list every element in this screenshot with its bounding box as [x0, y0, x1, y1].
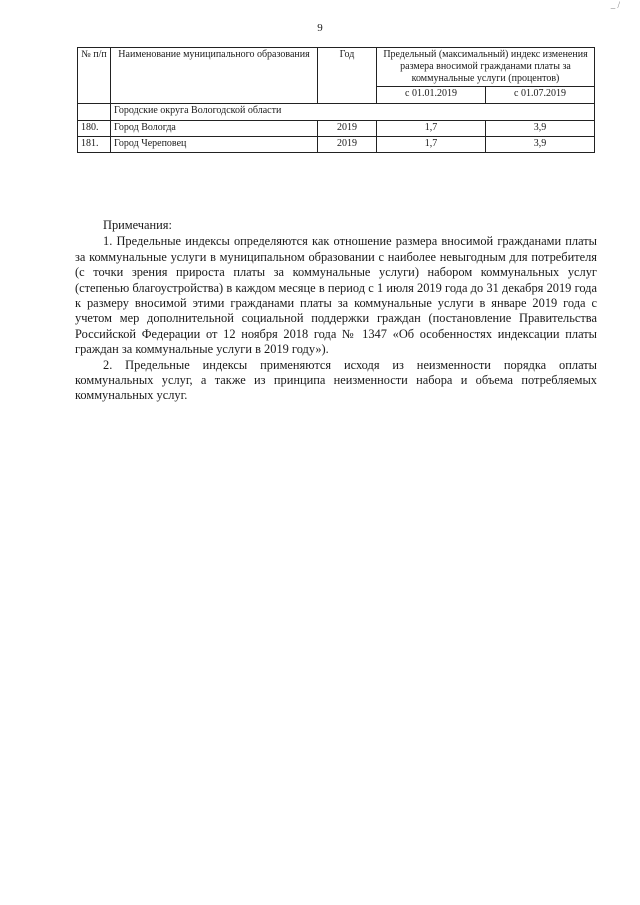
- row-index-second: 3,9: [486, 137, 595, 153]
- corner-mark: _ /: [610, 0, 620, 10]
- notes-title: Примечания:: [103, 218, 172, 232]
- note-paragraph: 2. Предельные индексы применяются исходя из неизменности порядка оплаты коммунальных услуг, а также из принципа неизменности набора и объема потребляемых коммунальных услуг.: [75, 357, 597, 403]
- header-date-second: с 01.07.2019: [486, 87, 595, 104]
- header-number: № п/п: [78, 48, 111, 104]
- group-title: Городские округа Вологодской области: [111, 104, 595, 121]
- row-year: 2019: [318, 121, 377, 137]
- table-header-row: [78, 48, 595, 87]
- page-number: 9: [317, 22, 323, 34]
- tariff-index-table: [77, 47, 595, 153]
- row-number: 180.: [78, 121, 111, 137]
- header-date-first: с 01.01.2019: [377, 87, 486, 104]
- header-index: Предельный (максимальный) индекс изменения размера вносимой гражданами платы за коммунальные услуги (процентов): [377, 48, 595, 87]
- notes-section: [75, 218, 597, 404]
- table-row: [78, 121, 595, 137]
- group-row: [78, 104, 595, 121]
- header-municipality: Наименование муниципального образования: [111, 48, 318, 104]
- row-number: 181.: [78, 137, 111, 153]
- row-index-first: 1,7: [377, 121, 486, 137]
- row-year: 2019: [318, 137, 377, 153]
- header-year: Год: [318, 48, 377, 104]
- row-municipality: Город Вологда: [111, 121, 318, 137]
- table-row: [78, 137, 595, 153]
- row-index-second: 3,9: [486, 121, 595, 137]
- note-paragraph: 1. Предельные индексы определяются как отношение размера вносимой гражданами платы за коммунальные услуги в муниципальном образовании с наиболее невыгодным для потребителя (с точки зрения прироста платы за коммунальные услуги) набором коммунальных услуг (степенью благоустройства) в каждом месяце в период с 1 июля 2019 года до 31 декабря 2019 года к размеру вносимой этими гражданами платы за коммунальные услуги в январе 2019 года с учетом мер дополнительной социальной поддержки граждан (постановление Правительства Российской Федерации от 12 ноября 2018 года № 1347 «Об особенностях индексации платы граждан за коммунальные услуги в 2019 году»).: [75, 234, 597, 357]
- group-row-empty-cell: [78, 104, 111, 121]
- row-index-first: 1,7: [377, 137, 486, 153]
- row-municipality: Город Череповец: [111, 137, 318, 153]
